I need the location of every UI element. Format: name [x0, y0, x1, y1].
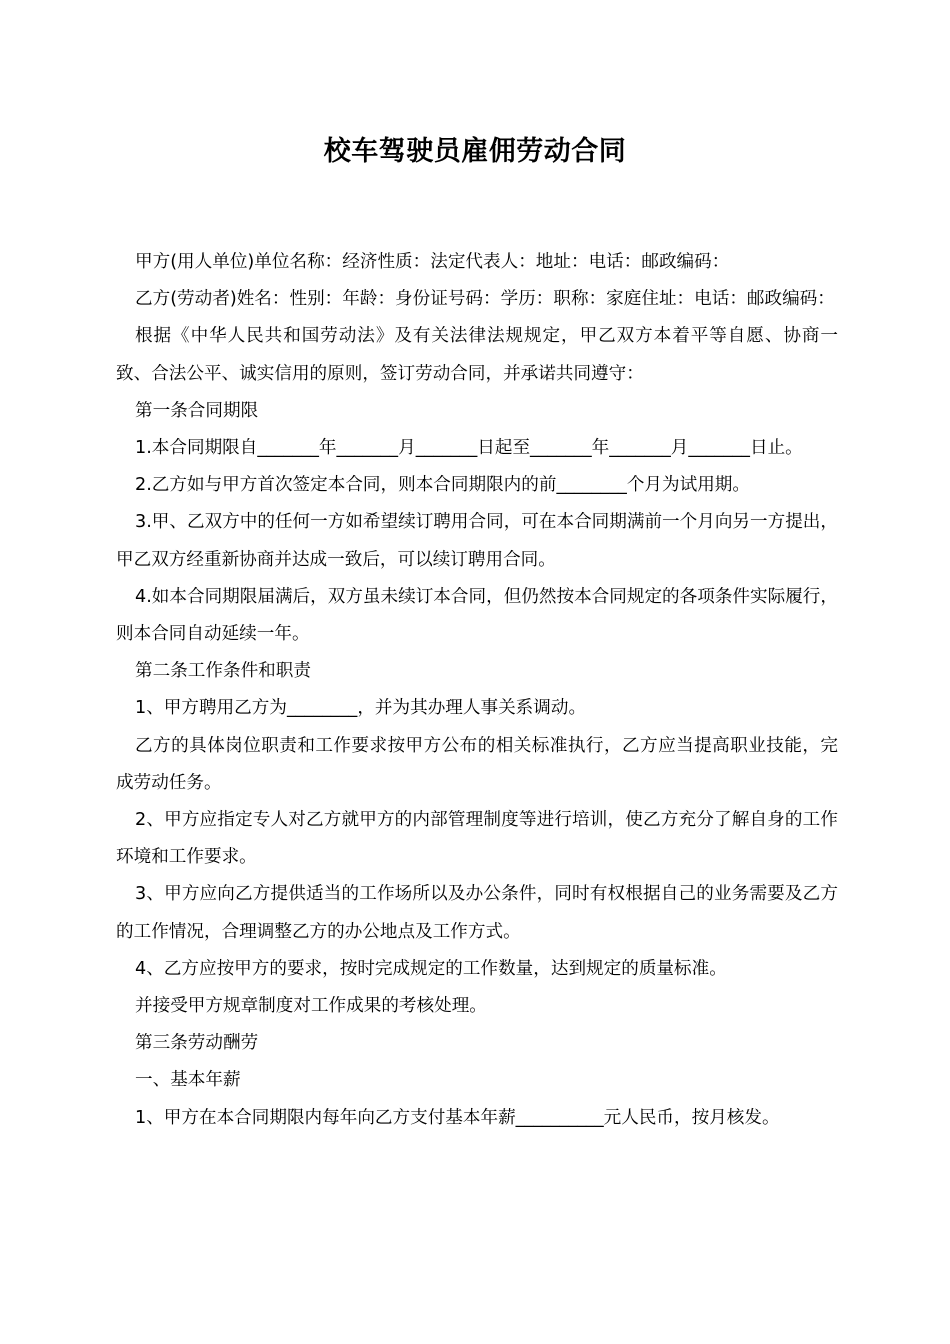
- party-b-info: 乙方(劳动者)姓名：性别：年龄：身份证号码：学历：职称：家庭住址：电话：邮政编码：: [135, 289, 835, 310]
- article-2-heading: 第二条工作条件和职责: [135, 661, 311, 682]
- article-1-clause-3: 3.甲、乙双方中的任何一方如希望续订聘用合同，可在本合同期满前一个月向另一方提出，甲乙双方经重新协商并达成一致后，可以续订聘用合同。: [116, 512, 838, 570]
- article-1-clause-4: 4.如本合同期限届满后，双方虽未续订本合同，但仍然按本合同规定的各项条件实际履行，则本合同自动延续一年。: [116, 586, 838, 645]
- article-2-clause-1: 1、甲方聘用乙方为________，并为其办理人事关系调动。: [135, 698, 587, 719]
- article-1-heading: 第一条合同期限: [135, 400, 259, 421]
- preamble: 根据《中华人民共和国劳动法》及有关法律法规规定，甲乙双方本着平等自愿、协商一致、合法公平、诚实信用的原则，签订劳动合同，并承诺共同遵守：: [116, 326, 838, 384]
- article-3-section-1-clause-1: 1、甲方在本合同期限内每年向乙方支付基本年薪__________元人民币，按月核发。: [135, 1107, 780, 1128]
- article-3-section-1-heading: 一、基本年薪: [135, 1070, 241, 1091]
- article-2-assessment: 并接受甲方规章制度对工作成果的考核处理。: [135, 996, 487, 1017]
- document-title: 校车驾驶员雇佣劳动合同: [323, 136, 627, 167]
- article-2-clause-3: 3、甲方应向乙方提供适当的工作场所以及办公条件，同时有权根据自己的业务需要及乙方的工作情况，合理调整乙方的办公地点及工作方式。: [116, 884, 838, 942]
- article-1-clause-1: 1.本合同期限自_______年_______月_______日起至_______年_______月_______日止。: [135, 438, 803, 459]
- article-2-clause-4: 4、乙方应按甲方的要求，按时完成规定的工作数量，达到规定的质量标准。: [135, 958, 727, 979]
- article-2-duties: 乙方的具体岗位职责和工作要求按甲方公布的相关标准执行，乙方应当提高职业技能，完成劳动任务。: [116, 735, 838, 793]
- article-1-clause-2: 2.乙方如与甲方首次签定本合同，则本合同期限内的前________个月为试用期。: [135, 475, 750, 496]
- document-body: [116, 244, 838, 1137]
- article-3-heading: 第三条劳动酬劳: [135, 1033, 259, 1054]
- party-a-info: 甲方(用人单位)单位名称：经济性质：法定代表人：地址：电话：邮政编码：: [135, 252, 730, 272]
- article-2-clause-2: 2、甲方应指定专人对乙方就甲方的内部管理制度等进行培训，使乙方充分了解自身的工作环境和工作要求。: [116, 810, 838, 868]
